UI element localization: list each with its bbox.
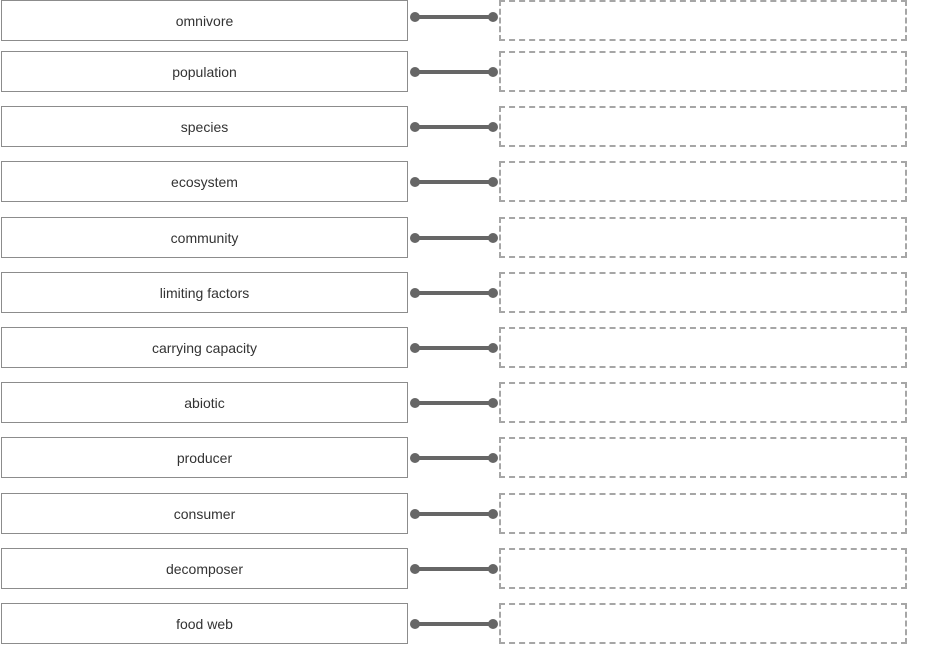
term-card[interactable]: population [1, 51, 408, 92]
drop-zone[interactable] [499, 51, 907, 92]
term-card[interactable]: species [1, 106, 408, 147]
connector-line [408, 448, 500, 466]
term-card[interactable]: producer [1, 437, 408, 478]
term-card[interactable]: abiotic [1, 382, 408, 423]
term-card[interactable]: omnivore [1, 0, 408, 41]
term-card[interactable]: ecosystem [1, 161, 408, 202]
connector-line [408, 614, 500, 632]
match-row [1, 51, 907, 92]
match-row [1, 327, 907, 368]
match-row [1, 106, 907, 147]
match-row [1, 161, 907, 202]
drop-zone[interactable] [499, 217, 907, 258]
connector-line [408, 11, 500, 29]
match-row [1, 603, 907, 644]
match-row [1, 437, 907, 478]
drop-zone[interactable] [499, 548, 907, 589]
drop-zone[interactable] [499, 161, 907, 202]
connector-line [408, 62, 500, 80]
connector-line [408, 172, 500, 190]
term-card[interactable]: food web [1, 603, 408, 644]
match-row [1, 382, 907, 423]
match-row [1, 272, 907, 313]
connector-line [408, 393, 500, 411]
connector-line [408, 338, 500, 356]
match-row [1, 0, 907, 41]
match-row [1, 493, 907, 534]
drop-zone[interactable] [499, 0, 907, 41]
match-row [1, 217, 907, 258]
drop-zone[interactable] [499, 106, 907, 147]
drop-zone[interactable] [499, 603, 907, 644]
term-card[interactable]: carrying capacity [1, 327, 408, 368]
connector-line [408, 504, 500, 522]
term-card[interactable]: limiting factors [1, 272, 408, 313]
drop-zone[interactable] [499, 437, 907, 478]
match-row [1, 548, 907, 589]
connector-line [408, 283, 500, 301]
drop-zone[interactable] [499, 493, 907, 534]
drop-zone[interactable] [499, 382, 907, 423]
drop-zone[interactable] [499, 327, 907, 368]
connector-line [408, 228, 500, 246]
connector-line [408, 117, 500, 135]
drop-zone[interactable] [499, 272, 907, 313]
term-card[interactable]: community [1, 217, 408, 258]
connector-line [408, 559, 500, 577]
term-card[interactable]: consumer [1, 493, 408, 534]
term-card[interactable]: decomposer [1, 548, 408, 589]
